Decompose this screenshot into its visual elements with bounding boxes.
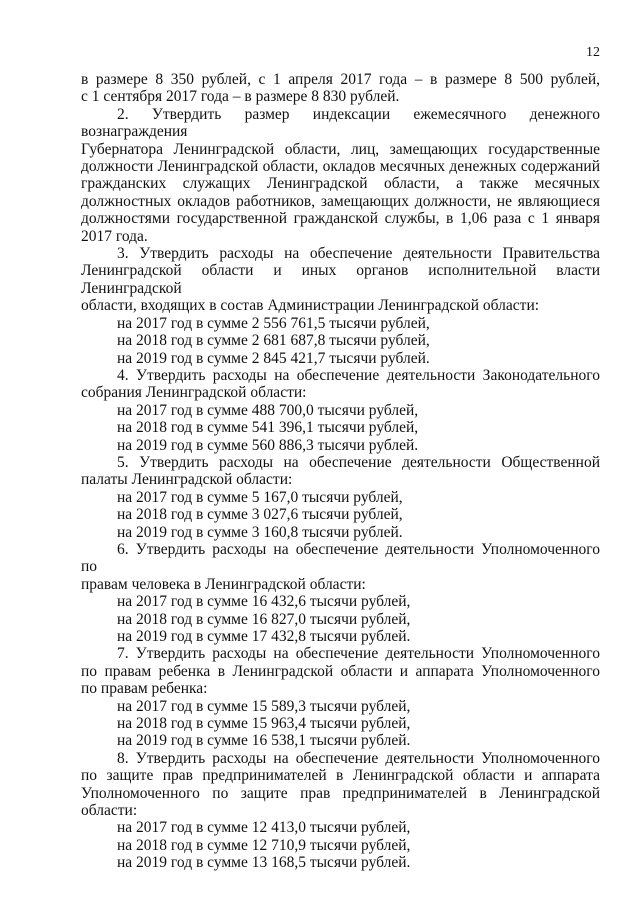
- list-item: на 2019 год в сумме 3 160,8 тысячи рублей.: [117, 523, 403, 541]
- document-body: [81, 71, 600, 872]
- list-item: на 2018 год в сумме 15 963,4 тысячи рублей,: [117, 715, 411, 733]
- list-item: на 2018 год в сумме 16 827,0 тысячи рублей,: [117, 610, 411, 628]
- text-line: 3. Утвердить расходы на обеспечение деятельности Правительства: [117, 245, 600, 263]
- text-line: должностных окладов работников, замещающих должности, не являющиеся: [81, 192, 600, 210]
- list-item: на 2019 год в сумме 16 538,1 тысячи рублей.: [117, 732, 411, 750]
- list-item: на 2017 год в сумме 2 556 761,5 тысячи рублей,: [117, 314, 430, 332]
- text-line: области, входящих в состав Администрации Ленинградской области:: [81, 297, 540, 315]
- text-line: 7. Утвердить расходы на обеспечение деятельности Уполномоченного: [117, 645, 600, 663]
- list-item: на 2017 год в сумме 488 700,0 тысячи рублей,: [117, 401, 419, 419]
- list-item: на 2017 год в сумме 12 413,0 тысячи рублей,: [117, 819, 411, 837]
- text-line: по правам ребенка:: [81, 680, 208, 698]
- text-line: правам человека в Ленинградской области:: [81, 575, 366, 593]
- text-line: 8. Утвердить расходы на обеспечение деятельности Уполномоченного: [117, 749, 600, 767]
- list-item: на 2017 год в сумме 5 167,0 тысячи рублей,: [117, 488, 403, 506]
- text-line: 2017 года.: [81, 227, 148, 245]
- text-line: Уполномоченного по защите прав предпринимателей в Ленинградской области:: [81, 784, 600, 820]
- text-line: в размере 8 350 рублей, с 1 апреля 2017 года – в размере 8 500 рублей,: [81, 71, 600, 88]
- text-line: должностями государственной гражданской службы, в 1,06 раза с 1 января: [81, 210, 600, 228]
- text-line: собрания Ленинградской области:: [81, 384, 307, 402]
- list-item: на 2019 год в сумме 17 432,8 тысячи рублей.: [117, 628, 411, 645]
- text-line: по правам ребенка в Ленинградской области и аппарата Уполномоченного: [81, 662, 600, 680]
- list-item: на 2018 год в сумме 2 681 687,8 тысячи рублей,: [117, 332, 430, 350]
- text-line: палаты Ленинградской области:: [81, 471, 293, 489]
- text-line: Ленинградской области и иных органов исполнительной власти Ленинградской: [81, 262, 600, 297]
- text-line: по защите прав предпринимателей в Ленинградской области и аппарата: [81, 767, 600, 785]
- text-line: гражданских служащих Ленинградской области, а также месячных: [81, 175, 600, 193]
- list-item: на 2019 год в сумме 2 845 421,7 тысячи рублей.: [117, 349, 430, 367]
- text-line: 2. Утвердить размер индексации ежемесячного денежного вознаграждения: [81, 105, 600, 141]
- text-line: Губернатора Ленинградской области, лиц, замещающих государственные: [81, 140, 600, 158]
- text-line: с 1 сентября 2017 года – в размере 8 830 рублей.: [81, 88, 400, 106]
- text-line: 6. Утвердить расходы на обеспечение деятельности Уполномоченного по: [81, 540, 600, 576]
- list-item: на 2019 год в сумме 560 886,3 тысячи рублей.: [117, 436, 419, 454]
- text-line: 5. Утвердить расходы на обеспечение деятельности Общественной: [117, 453, 600, 471]
- list-item: на 2018 год в сумме 3 027,6 тысячи рублей,: [117, 506, 403, 524]
- list-item: на 2017 год в сумме 15 589,3 тысячи рублей,: [117, 697, 411, 715]
- text-line: должности Ленинградской области, окладов месячных денежных содержаний: [81, 158, 600, 176]
- list-item: на 2017 год в сумме 16 432,6 тысячи рублей,: [117, 593, 411, 611]
- list-item: на 2018 год в сумме 541 396,1 тысячи рублей,: [117, 419, 419, 437]
- list-item: на 2019 год в сумме 13 168,5 тысячи рублей.: [117, 854, 411, 872]
- list-item: на 2018 год в сумме 12 710,9 тысячи рублей,: [117, 836, 411, 854]
- page-number: 12: [586, 45, 600, 60]
- text-line: 4. Утвердить расходы на обеспечение деятельности Законодательного: [117, 366, 600, 384]
